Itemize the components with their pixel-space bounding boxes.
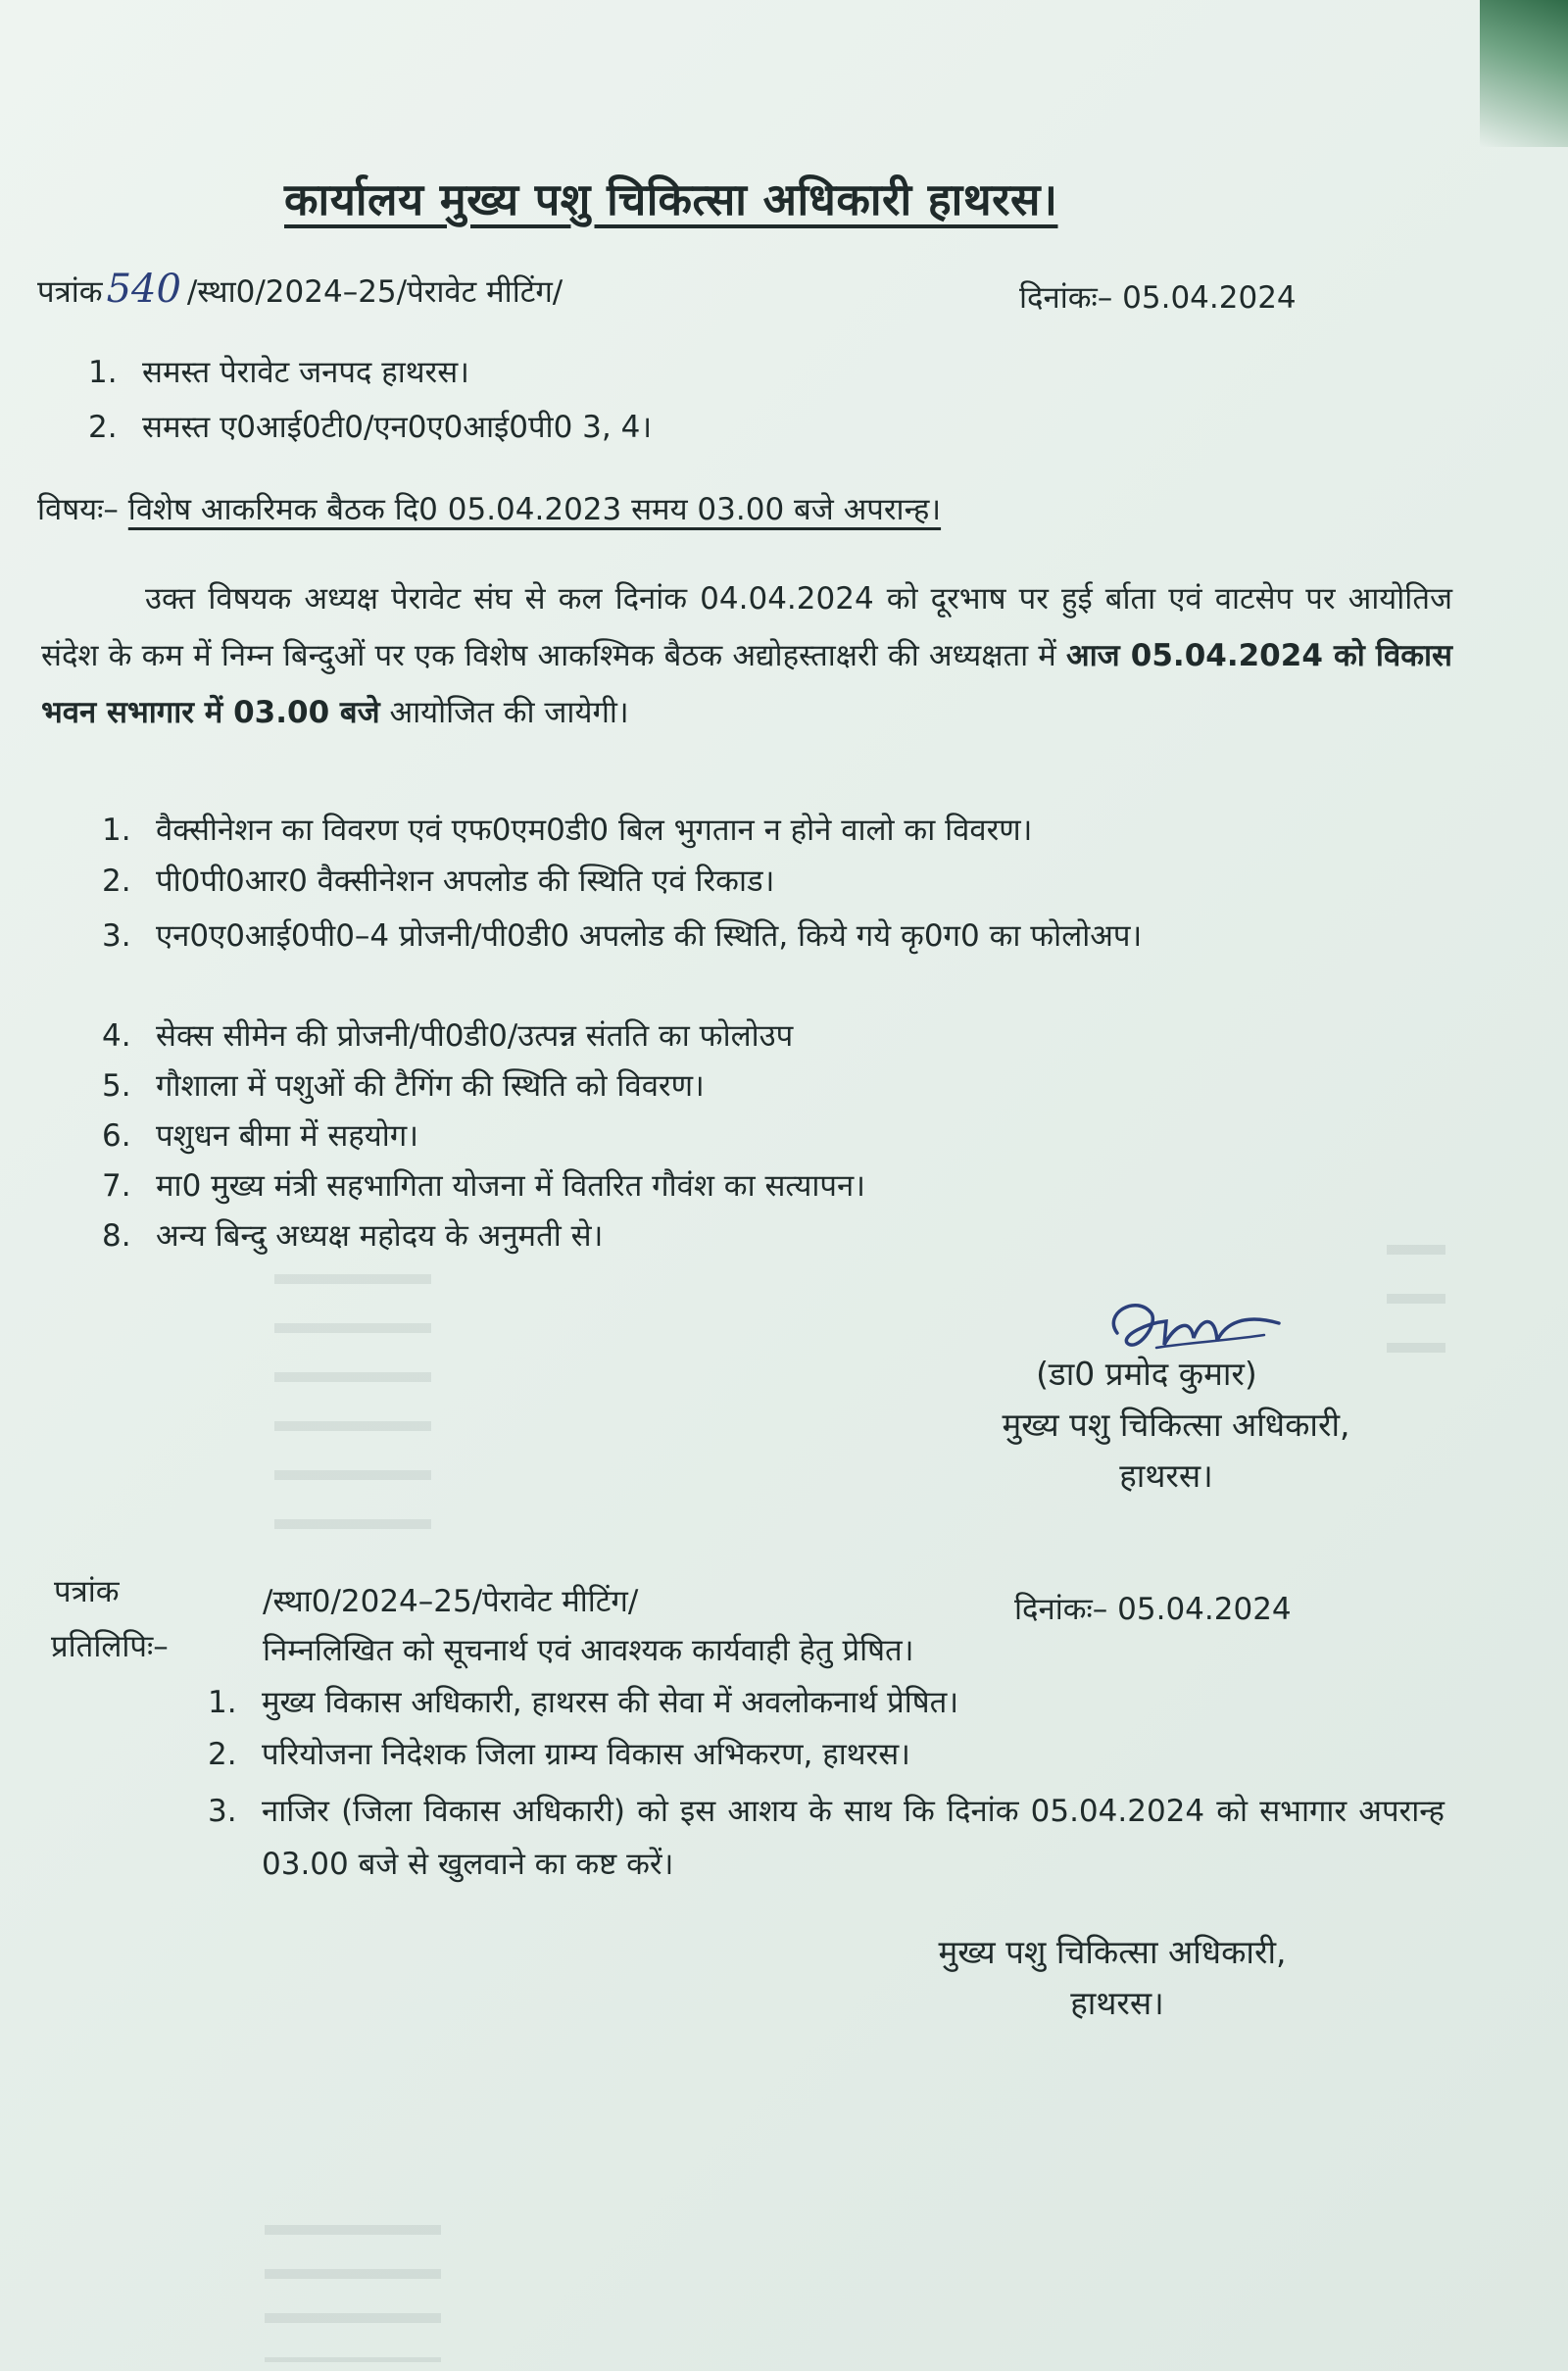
agenda-number: 8.: [102, 1218, 131, 1254]
body-paragraph: [41, 570, 1452, 741]
copy-item-text: नाजिर (जिला विकास अधिकारी) को इस आशय के साथ कि दिनांक 05.04.2024 को सभागार अपरान्ह 03.00 बजे से खुलवाने का कष्ट करें।: [262, 1794, 1445, 1882]
ref-suffix: /स्था0/2024–25/पेरावेट मीटिंग/: [186, 274, 564, 310]
recipient-text: समस्त ए0आई0टी0/एन0ए0आई0पी0 3, 4।: [142, 410, 653, 445]
agenda-text: सेक्स सीमेन की प्रोजनी/पी0डी0/उत्पन्न संतति का फोलोउप: [156, 1018, 794, 1054]
recipient-number: 2.: [88, 410, 118, 445]
recipient-item: [88, 351, 469, 392]
bleed-through-marks-bottom: [265, 2225, 441, 2362]
copy-signatory-designation: मुख्य पशु चिकित्सा अधिकारी,: [938, 1933, 1287, 1971]
copy-signatory-place: हाथरस।: [1070, 1984, 1164, 2022]
agenda-item: [102, 1114, 418, 1156]
copy-ref-prefix: पत्रांक: [54, 1574, 120, 1609]
agenda-number: 6.: [102, 1118, 131, 1154]
subject-label: विषयः–: [37, 492, 119, 527]
agenda-item: [102, 1014, 793, 1056]
bleed-through-marks: [274, 1274, 431, 1568]
copy-item-number: 2.: [208, 1737, 237, 1772]
body-bold-text: आज 05.04.2024 को विकास भवन सभागार में 03.00 बजे: [41, 638, 1452, 730]
copy-item-number: 3.: [208, 1794, 237, 1829]
agenda-text: मा0 मुख्य मंत्री सहभागिता योजना में वितरित गौवंश का सत्यापन।: [156, 1168, 865, 1204]
subject-line: [37, 488, 941, 529]
body-text: उक्त विषयक अध्यक्ष पेरावेट संघ से कल दिनांक 04.04.2024 को दूरभाष पर हुई र्बाता एवं वाटसेप पर आयोतिज संदेश के कम में निम्न बिन्दुओं पर एक विशेष आकश्मिक बैठक अद्योहस्ताक्षरी की अध्यक्षता में: [41, 581, 1452, 673]
agenda-text: पशुधन बीमा में सहयोग।: [156, 1118, 418, 1154]
agenda-text: एन0ए0आई0पी0–4 प्रोजनी/पी0डी0 अपलोड की स्थिति, किये गये कृ0ग0 का फोलोअप।: [156, 918, 1143, 954]
agenda-item: [102, 860, 774, 901]
copy-item: [208, 1733, 910, 1774]
reference-line: [37, 267, 563, 312]
agenda-text: अन्य बिन्दु अध्यक्ष महोदय के अनुमती से।: [156, 1218, 604, 1254]
agenda-text: गौशाला में पशुओं की टैगिंग की स्थिति को विवरण।: [156, 1068, 705, 1104]
copy-intro: निम्नलिखित को सूचनार्थ एवं आवश्यक कार्यवाही हेतु प्रेषित।: [263, 1633, 914, 1668]
recipient-text: समस्त पेरावेट जनपद हाथरस।: [142, 355, 469, 390]
agenda-number: 1.: [102, 813, 131, 848]
office-title: कार्यालय मुख्य पशु चिकित्सा अधिकारी हाथरस।: [284, 173, 1058, 225]
copy-item-text: मुख्य विकास अधिकारी, हाथरस की सेवा में अवलोकनार्थ प्रेषित।: [262, 1685, 959, 1720]
signatory-place: हाथरस।: [1119, 1457, 1213, 1495]
agenda-number: 7.: [102, 1168, 131, 1204]
subject-text: विशेष आकरिमक बैठक दि0 05.04.2023 समय 03.00 बजे अपरान्ह।: [127, 492, 942, 527]
bleed-through-marks-right: [1387, 1245, 1446, 1392]
agenda-item: [102, 1164, 865, 1206]
agenda-text: वैक्सीनेशन का विवरण एवं एफ0एम0डी0 बिल भुगतान न होने वालो का विवरण।: [156, 813, 1033, 848]
recipient-item: [88, 406, 652, 447]
ref-number-handwritten: 540: [106, 267, 181, 312]
agenda-text: पी0पी0आर0 वैक्सीनेशन अपलोड की स्थिति एवं रिकाड।: [156, 864, 775, 899]
agenda-number: 4.: [102, 1018, 131, 1054]
copy-item: [208, 1785, 1445, 1891]
corner-shadow: [1480, 0, 1568, 147]
recipient-number: 1.: [88, 355, 118, 390]
copy-item-text: परियोजना निदेशक जिला ग्राम्य विकास अभिकरण, हाथरस।: [262, 1737, 910, 1772]
copy-ref-suffix: /स्था0/2024–25/पेरावेट मीटिंग/: [263, 1584, 639, 1619]
agenda-number: 3.: [102, 918, 131, 954]
letter-date: दिनांकः– 05.04.2024: [1019, 280, 1297, 316]
agenda-number: 5.: [102, 1068, 131, 1104]
agenda-item: [102, 809, 1032, 850]
copy-label: प्रतिलिपिः–: [51, 1629, 169, 1664]
copy-item: [208, 1681, 958, 1722]
agenda-item: [102, 911, 1454, 962]
signatory-designation: मुख्य पशु चिकित्सा अधिकारी,: [1002, 1406, 1350, 1444]
copy-date: दिनांकः– 05.04.2024: [1014, 1592, 1292, 1627]
copy-item-number: 1.: [208, 1685, 237, 1720]
agenda-item: [102, 1064, 705, 1106]
signatory-name: (डा0 प्रमोद कुमार): [1036, 1355, 1257, 1393]
ref-prefix: पत्रांक: [37, 274, 103, 310]
body-end-text: आयोजित की जायेगी।: [379, 695, 629, 730]
agenda-number: 2.: [102, 864, 131, 899]
agenda-item: [102, 1214, 603, 1256]
